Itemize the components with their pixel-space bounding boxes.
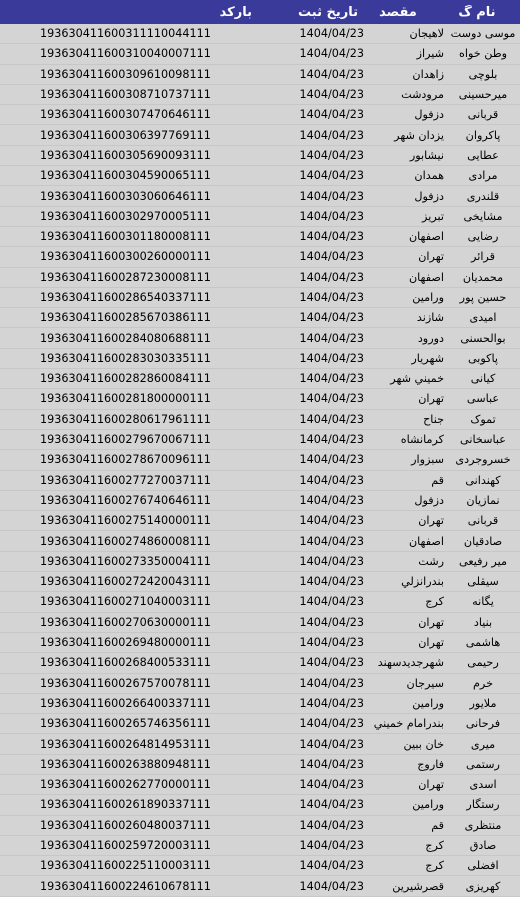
cell-barcode: 193630411600225110003111 [40, 859, 211, 873]
cell-barcode: 193630411600224610678111 [40, 879, 211, 893]
table-row[interactable] [0, 471, 520, 491]
cell-name: عطایی [467, 148, 499, 162]
cell-destination: رشت [418, 554, 444, 568]
table-row[interactable] [0, 389, 520, 409]
cell-destination: لاهيجان [409, 27, 444, 41]
cell-barcode: 193630411600268400533111 [40, 656, 211, 670]
cell-date: 1404/04/23 [299, 839, 364, 853]
cell-barcode: 193630411600300260000111 [40, 250, 211, 264]
cell-destination: سبزوار [411, 453, 444, 467]
cell-barcode: 193630411600302970005111 [40, 209, 211, 223]
cell-destination: بندرانزلي [401, 575, 444, 589]
table-row[interactable] [0, 856, 520, 876]
cell-name: اسدی [469, 778, 497, 792]
cell-name: قربانی [467, 108, 499, 122]
cell-destination: جناح [423, 412, 444, 426]
cell-date: 1404/04/23 [299, 757, 364, 771]
cell-name: یگانه [472, 595, 494, 609]
cell-name: نمازیان [466, 493, 500, 507]
cell-destination: شيراز [416, 47, 444, 61]
cell-barcode: 193630411600304590065111 [40, 169, 211, 183]
table-row[interactable] [0, 491, 520, 511]
cell-name: خرم [472, 676, 493, 690]
cell-date: 1404/04/23 [299, 270, 364, 284]
cell-destination: نيشابور [409, 148, 444, 162]
cell-barcode: 193630411600275140000111 [40, 514, 211, 528]
cell-date: 1404/04/23 [299, 67, 364, 81]
cell-destination: خان ببين [403, 737, 444, 751]
table-row[interactable] [0, 531, 520, 551]
cell-barcode: 193630411600278670096111 [40, 453, 211, 467]
cell-name: افضلی [467, 859, 499, 873]
cell-date: 1404/04/23 [299, 311, 364, 325]
cell-destination: مرودشت [401, 88, 444, 102]
table-row[interactable] [0, 105, 520, 125]
cell-name: رحیمی [467, 656, 499, 670]
table-row[interactable] [0, 328, 520, 348]
table-row[interactable] [0, 65, 520, 85]
cell-barcode: 193630411600285670386111 [40, 311, 211, 325]
cell-destination: سيرجان [406, 676, 444, 690]
cell-date: 1404/04/23 [299, 859, 364, 873]
cell-destination: يزدان شهر [394, 128, 444, 142]
cell-destination: دزفول [414, 493, 444, 507]
cell-barcode: 193630411600262770000111 [40, 778, 211, 792]
table-row[interactable] [0, 734, 520, 754]
table-row[interactable] [0, 592, 520, 612]
cell-destination: تهران [418, 514, 444, 528]
cell-destination: ورامين [412, 798, 444, 812]
cell-destination: شهريار [411, 351, 444, 365]
table-row[interactable] [0, 633, 520, 653]
cell-date: 1404/04/23 [299, 209, 364, 223]
cell-name: صادقیان [463, 534, 503, 548]
table-header-row [0, 0, 520, 24]
cell-barcode: 193630411600266400337111 [40, 696, 211, 710]
table-row[interactable] [0, 552, 520, 572]
table-row[interactable] [0, 288, 520, 308]
cell-name: منتظری [464, 818, 502, 832]
cell-destination: زاهدان [412, 67, 444, 81]
cell-name: میر رفیعی [459, 554, 507, 568]
cell-barcode: 193630411600263880948111 [40, 757, 211, 771]
cell-barcode: 193630411600269480000111 [40, 636, 211, 650]
cell-date: 1404/04/23 [299, 108, 364, 122]
cell-name: قربانی [467, 514, 499, 528]
table-row[interactable] [0, 186, 520, 206]
table-row[interactable] [0, 674, 520, 694]
cell-name: پاکروان [465, 128, 501, 142]
cell-date: 1404/04/23 [299, 676, 364, 690]
cell-destination: کرمانشاه [400, 433, 444, 447]
table-row[interactable] [0, 714, 520, 734]
cell-date: 1404/04/23 [299, 148, 364, 162]
cell-date: 1404/04/23 [299, 636, 364, 650]
cell-barcode: 193630411600261890337111 [40, 798, 211, 812]
cell-date: 1404/04/23 [299, 250, 364, 264]
cell-barcode: 193630411600265746356111 [40, 717, 211, 731]
cell-name: هاشمی [465, 636, 501, 650]
cell-name: بلوچی [468, 67, 498, 81]
cell-barcode: 193630411600307470646111 [40, 108, 211, 122]
cell-barcode: 193630411600264814953111 [40, 737, 211, 751]
cell-name: قرائر [471, 250, 495, 264]
cell-barcode: 193630411600311110044111 [40, 27, 211, 41]
cell-barcode: 193630411600276740646111 [40, 493, 211, 507]
cell-barcode: 193630411600306397769111 [40, 128, 211, 142]
cell-name: کهندانی [465, 473, 501, 487]
cell-destination: دزفول [414, 189, 444, 203]
cell-barcode: 193630411600308710737111 [40, 88, 211, 102]
cell-date: 1404/04/23 [299, 717, 364, 731]
cell-date: 1404/04/23 [299, 128, 364, 142]
cell-destination: کرج [425, 595, 444, 609]
cell-barcode: 193630411600260480037111 [40, 818, 211, 832]
cell-date: 1404/04/23 [299, 88, 364, 102]
table-row[interactable] [0, 125, 520, 145]
cell-name: مرادی [468, 169, 498, 183]
cell-barcode: 193630411600286540337111 [40, 291, 211, 304]
table-row[interactable] [0, 775, 520, 795]
cell-date: 1404/04/23 [299, 351, 364, 365]
cell-name: حسین پور [459, 291, 507, 304]
cell-name: میرحسینی [458, 88, 508, 102]
cell-destination: ورامين [412, 696, 444, 710]
cell-destination: اصفهان [408, 534, 444, 548]
table-row[interactable] [0, 369, 520, 389]
cell-barcode: 193630411600279670067111 [40, 433, 211, 447]
cell-date: 1404/04/23 [299, 696, 364, 710]
cell-date: 1404/04/23 [299, 818, 364, 832]
cell-date: 1404/04/23 [299, 554, 364, 568]
cell-name: وطن خواه [458, 47, 508, 61]
cell-destination: اصفهان [408, 270, 444, 284]
cell-date: 1404/04/23 [299, 392, 364, 406]
cell-date: 1404/04/23 [299, 372, 364, 386]
cell-destination: دورود [417, 331, 444, 345]
cell-date: 1404/04/23 [299, 493, 364, 507]
cell-destination: شهرجديدسهند [377, 656, 444, 670]
table-row[interactable] [0, 511, 520, 531]
cell-date: 1404/04/23 [299, 879, 364, 893]
cell-destination: تهران [418, 615, 444, 629]
cell-destination: فاروج [417, 757, 444, 771]
table-row[interactable] [0, 410, 520, 430]
cell-barcode: 193630411600267570078111 [40, 676, 211, 690]
cell-destination: تهران [418, 778, 444, 792]
cell-barcode: 193630411600282860084111 [40, 372, 211, 386]
header-barcode[interactable]: بارکد [219, 4, 252, 20]
cell-name: خسروجردی [455, 453, 511, 467]
header-destination[interactable]: مقصد [379, 4, 417, 20]
cell-name: عباسخانی [460, 433, 506, 447]
table-row[interactable] [0, 836, 520, 856]
cell-date: 1404/04/23 [299, 798, 364, 812]
cell-barcode: 193630411600274860008111 [40, 534, 211, 548]
cell-destination: قم [431, 818, 444, 832]
cell-destination: اصفهان [408, 230, 444, 244]
cell-barcode: 193630411600287230008111 [40, 270, 211, 284]
cell-destination: کرج [425, 839, 444, 853]
table-row[interactable] [0, 146, 520, 166]
cell-date: 1404/04/23 [299, 534, 364, 548]
cell-destination: قم [431, 473, 444, 487]
cell-date: 1404/04/23 [299, 47, 364, 61]
cell-date: 1404/04/23 [299, 453, 364, 467]
cell-date: 1404/04/23 [299, 778, 364, 792]
cell-name: رستگار [466, 798, 500, 812]
table-row[interactable] [0, 308, 520, 328]
cell-name: قلندری [466, 189, 500, 203]
cell-destination: تهران [418, 636, 444, 650]
cell-name: مشایخی [463, 209, 503, 223]
table-body [0, 24, 520, 897]
cell-name: صادق [469, 839, 497, 853]
cell-barcode: 193630411600273350004111 [40, 554, 211, 568]
cell-destination: تهران [418, 392, 444, 406]
cell-date: 1404/04/23 [299, 575, 364, 589]
cell-date: 1404/04/23 [299, 514, 364, 528]
cell-barcode: 193630411600284080688111 [40, 331, 211, 345]
cell-barcode: 193630411600270630000111 [40, 615, 211, 629]
table-row[interactable] [0, 349, 520, 369]
cell-barcode: 193630411600259720003111 [40, 839, 211, 853]
table-row[interactable] [0, 755, 520, 775]
cell-date: 1404/04/23 [299, 412, 364, 426]
cell-date: 1404/04/23 [299, 291, 364, 304]
table-row[interactable] [0, 450, 520, 470]
table-row[interactable] [0, 227, 520, 247]
cell-name: تموک [470, 412, 496, 426]
cell-name: محمدیان [462, 270, 504, 284]
cell-destination: دزفول [414, 108, 444, 122]
cell-date: 1404/04/23 [299, 615, 364, 629]
cell-destination: بندرامام خميني [373, 717, 444, 731]
cell-destination: تهران [418, 250, 444, 264]
table-row[interactable] [0, 876, 520, 896]
cell-barcode: 193630411600280617961111 [40, 412, 211, 426]
table-row[interactable] [0, 613, 520, 633]
cell-destination: خميني شهر [390, 372, 444, 386]
cell-name: عباسی [466, 392, 500, 406]
table-row[interactable] [0, 85, 520, 105]
cell-date: 1404/04/23 [299, 169, 364, 183]
cell-name: میری [470, 737, 496, 751]
cell-barcode: 193630411600281800000111 [40, 392, 211, 406]
cell-name: موسی دوست [450, 27, 516, 41]
cell-date: 1404/04/23 [299, 595, 364, 609]
cell-date: 1404/04/23 [299, 473, 364, 487]
cell-barcode: 193630411600301180008111 [40, 230, 211, 244]
cell-destination: تبريز [422, 209, 444, 223]
table-row[interactable] [0, 207, 520, 227]
cell-date: 1404/04/23 [299, 656, 364, 670]
cell-name: کهریزی [465, 879, 501, 893]
cell-destination: قصرشيرين [392, 879, 444, 893]
table-row[interactable] [0, 694, 520, 714]
cell-name: بوالحسنی [460, 331, 506, 345]
table-row[interactable] [0, 166, 520, 186]
cell-name: کیانی [470, 372, 496, 386]
table-row[interactable] [0, 268, 520, 288]
cell-date: 1404/04/23 [299, 189, 364, 203]
cell-name: امیدی [469, 311, 497, 325]
cell-destination: کرج [425, 859, 444, 873]
cell-date: 1404/04/23 [299, 230, 364, 244]
cell-name: فرحانی [465, 717, 501, 731]
cell-date: 1404/04/23 [299, 27, 364, 41]
table-row[interactable] [0, 44, 520, 64]
cell-name: پاکوبی [467, 351, 499, 365]
cell-barcode: 193630411600283030335111 [40, 351, 211, 365]
header-date[interactable]: تاریخ ثبت [298, 4, 358, 20]
table-row[interactable] [0, 795, 520, 815]
header-name[interactable]: نام گ [458, 4, 496, 20]
cell-barcode: 193630411600309610098111 [40, 67, 211, 81]
cell-name: رستمی [466, 757, 500, 771]
cell-destination: همدان [414, 169, 444, 183]
table-row[interactable] [0, 430, 520, 450]
cell-barcode: 193630411600272420043111 [40, 575, 211, 589]
cell-date: 1404/04/23 [299, 737, 364, 751]
cell-destination: ورامين [412, 291, 444, 304]
cell-name: سیقلی [467, 575, 499, 589]
table-row[interactable] [0, 247, 520, 267]
cell-barcode: 193630411600303060646111 [40, 189, 211, 203]
cell-barcode: 193630411600310040007111 [40, 47, 211, 61]
cell-barcode: 193630411600271040003111 [40, 595, 211, 609]
cell-barcode: 193630411600305690093111 [40, 148, 211, 162]
cell-name: رضایی [467, 230, 499, 244]
cell-destination: شازند [416, 311, 444, 325]
cell-name: بنیاد [473, 615, 493, 629]
cell-date: 1404/04/23 [299, 331, 364, 345]
table-row[interactable] [0, 653, 520, 673]
cell-name: ملایور [469, 696, 497, 710]
table-row[interactable] [0, 24, 520, 44]
cell-date: 1404/04/23 [299, 433, 364, 447]
cell-barcode: 193630411600277270037111 [40, 473, 211, 487]
table-row[interactable] [0, 816, 520, 836]
table-row[interactable] [0, 572, 520, 592]
